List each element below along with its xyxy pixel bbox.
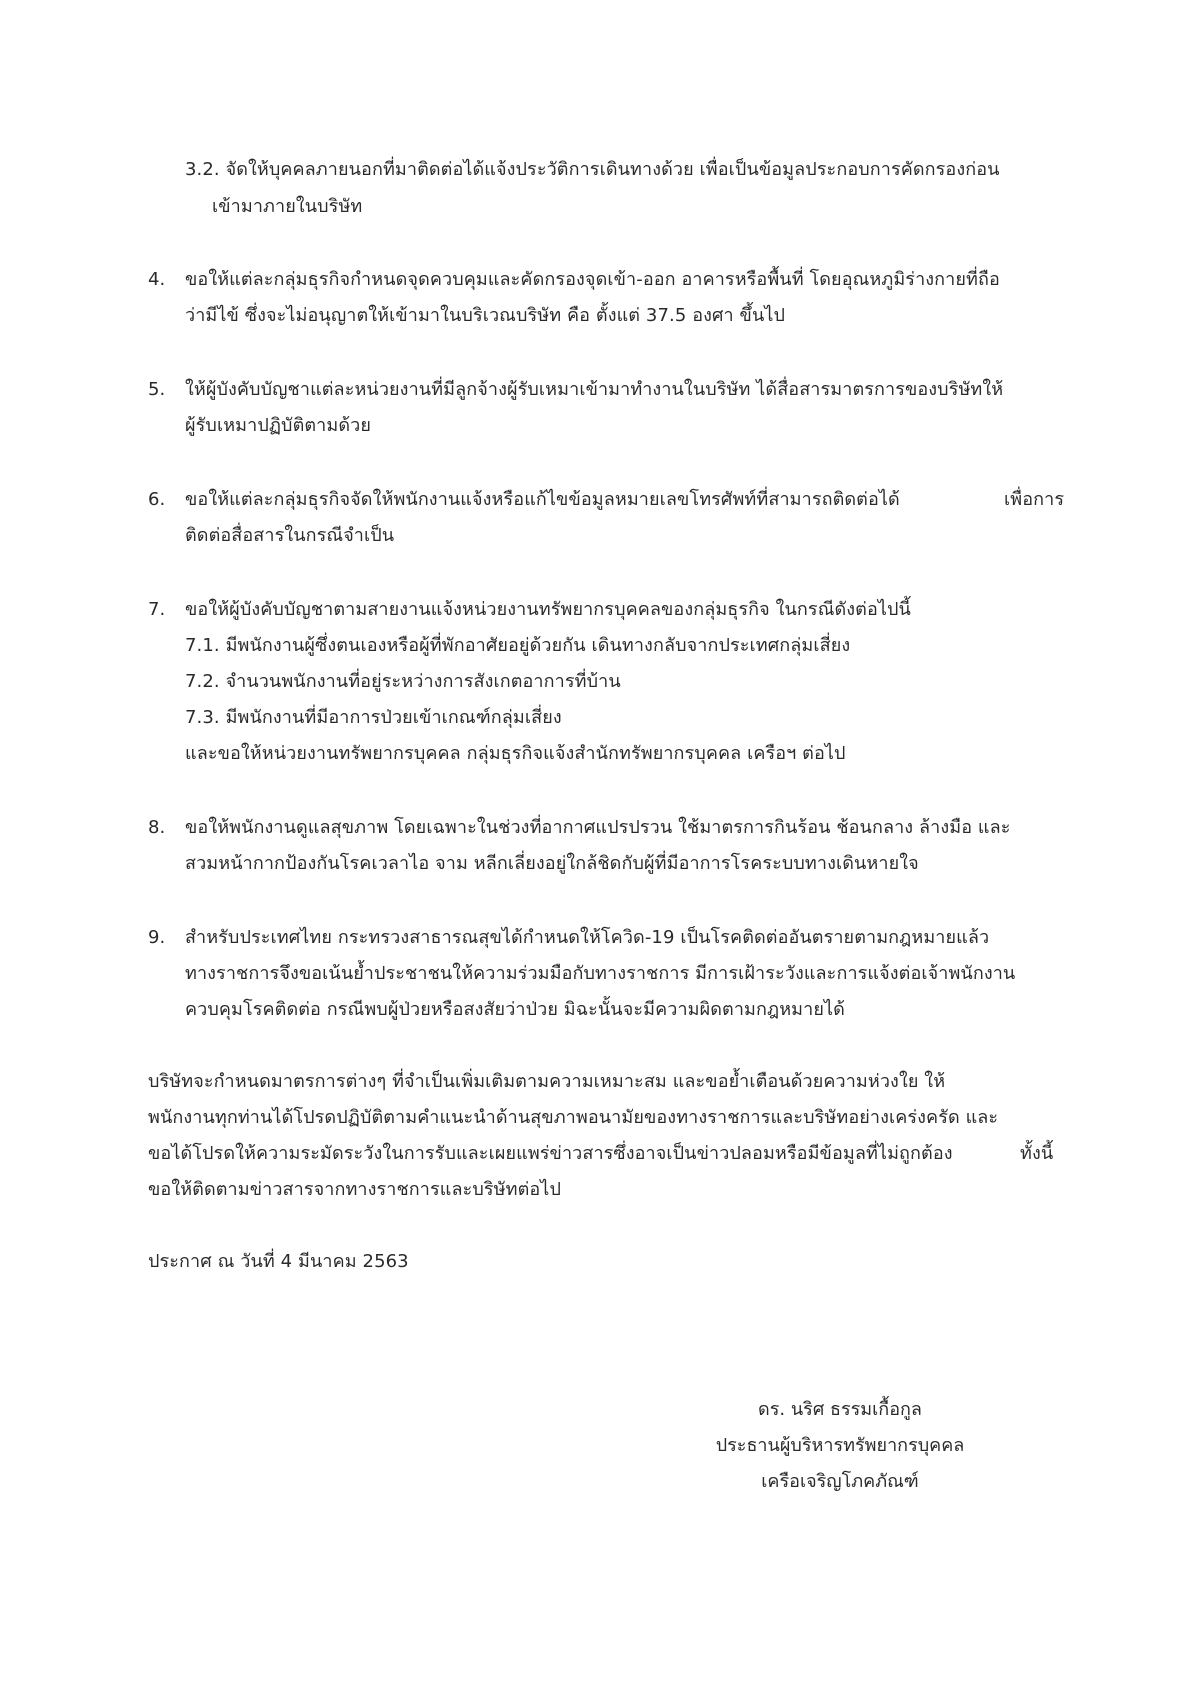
item-3-2-line1 bbox=[185, 158, 1000, 182]
item-7-3: 7.3. มีพนักงานที่มีอาการป่วยเข้าเกณฑ์กลุ่มเสี่ยง bbox=[185, 707, 562, 728]
item-8-number: 8. bbox=[148, 817, 166, 838]
item-4-number: 4. bbox=[148, 269, 166, 290]
item-7-closing: และขอให้หน่วยงานทรัพยากรบุคคล กลุ่มธุรกิจแจ้งสำนักทรัพยากรบุคคล เครือฯ ต่อไป bbox=[185, 743, 846, 764]
item-3-2-number: 3.2. bbox=[185, 159, 220, 180]
closing-line2: พนักงานทุกท่านได้โปรดปฏิบัติตามคำแนะนำด้านสุขภาพอนามัยของทางราชการและบริษัทอย่างเคร่งครัด และ bbox=[148, 1107, 999, 1128]
item-9-line2: ทางราชการจึงขอเน้นย้ำประชาชนให้ความร่วมมือกับทางราชการ มีการเฝ้าระวังและการแจ้งต่อเจ้าพนักงาน bbox=[185, 963, 1016, 984]
item-9-line3: ควบคุมโรคติดต่อ กรณีพบผู้ป่วยหรือสงสัยว่าป่วย มิฉะนั้นจะมีความผิดตามกฎหมายได้ bbox=[185, 999, 845, 1020]
item-3-2-text: จัดให้บุคคลภายนอกที่มาติดต่อได้แจ้งประวัติการเดินทางด้วย เพื่อเป็นข้อมูลประกอบการคัดกรองก่อน bbox=[225, 159, 1000, 180]
signature-name: ดร. นริศ ธรรมเกื้อกูล bbox=[758, 1399, 922, 1420]
item-7-line1: ขอให้ผู้บังคับบัญชาตามสายงานแจ้งหน่วยงานทรัพยากรบุคคลของกลุ่มธุรกิจ ในกรณีดังต่อไปนี้ bbox=[185, 599, 911, 620]
closing-line4: ขอให้ติดตามข่าวสารจากทางราชการและบริษัทต่อไป bbox=[148, 1179, 561, 1200]
item-7-number: 7. bbox=[148, 599, 166, 620]
closing-line3b: ทั้งนี้ bbox=[1020, 1143, 1054, 1164]
item-5-number: 5. bbox=[148, 379, 166, 400]
signature-position: ประธานผู้บริหารทรัพยากรบุคคล bbox=[715, 1435, 965, 1456]
signature-organization: เครือเจริญโภคภัณฑ์ bbox=[761, 1471, 919, 1492]
item-6-line1b: เพื่อการ bbox=[1004, 489, 1065, 510]
item-6-line2: ติดต่อสื่อสารในกรณีจำเป็น bbox=[185, 525, 395, 546]
item-9-number: 9. bbox=[148, 927, 166, 948]
item-3-2-line2: เข้ามาภายในบริษัท bbox=[212, 196, 363, 217]
item-5-line2: ผู้รับเหมาปฏิบัติตามด้วย bbox=[185, 415, 371, 436]
item-4-line2: ว่ามีไข้ ซึ่งจะไม่อนุญาตให้เข้ามาในบริเวณบริษัท คือ ตั้งแต่ 37.5 องศา ขึ้นไป bbox=[185, 305, 786, 326]
item-5-line1: ให้ผู้บังคับบัญชาแต่ละหน่วยงานที่มีลูกจ้างผู้รับเหมาเข้ามาทำงานในบริษัท ได้สื่อสารมาตรการของบริษัทให้ bbox=[185, 379, 1004, 400]
item-4-line1: ขอให้แต่ละกลุ่มธุรกิจกำหนดจุดควบคุมและคัดกรองจุดเข้า-ออก อาคารหรือพื้นที่ โดยอุณหภูมิร่างกายที่ถือ bbox=[185, 269, 1000, 290]
item-7-1: 7.1. มีพนักงานผู้ซึ่งตนเองหรือผู้ที่พักอาศัยอยู่ด้วยกัน เดินทางกลับจากประเทศกลุ่มเสี่ยง bbox=[185, 635, 851, 656]
item-8-line1: ขอให้พนักงานดูแลสุขภาพ โดยเฉพาะในช่วงที่อากาศแปรปรวน ใช้มาตรการกินร้อน ช้อนกลาง ล้างมือ และ bbox=[185, 817, 1011, 838]
item-7-2: 7.2. จำนวนพนักงานที่อยู่ระหว่างการสังเกตอาการที่บ้าน bbox=[185, 671, 621, 692]
item-6-line1a: ขอให้แต่ละกลุ่มธุรกิจจัดให้พนักงานแจ้งหรือแก้ไขข้อมูลหมายเลขโทรศัพท์ที่สามารถติดต่อได้ bbox=[185, 489, 900, 510]
closing-line3a: ขอได้โปรดให้ความระมัดระวังในการรับและเผยแพร่ข่าวสารซึ่งอาจเป็นข่าวปลอมหรือมีข้อมูลที่ไม่ถูกต้อง bbox=[148, 1143, 953, 1164]
item-6-number: 6. bbox=[148, 489, 166, 510]
closing-line1: บริษัทจะกำหนดมาตรการต่างๆ ที่จำเป็นเพิ่มเติมตามความเหมาะสม และขอย้ำเตือนด้วยความห่วงใย ให้ bbox=[148, 1071, 946, 1092]
announcement-date: ประกาศ ณ วันที่ 4 มีนาคม 2563 bbox=[148, 1251, 409, 1272]
item-8-line2: สวมหน้ากากป้องกันโรคเวลาไอ จาม หลีกเลี่ยงอยู่ใกล้ชิดกับผู้ที่มีอาการโรคระบบทางเดินหายใจ bbox=[185, 853, 919, 874]
item-9-line1: สำหรับประเทศไทย กระทรวงสาธารณสุขได้กำหนดให้โควิด-19 เป็นโรคติดต่ออันตรายตามกฎหมายแล้ว bbox=[185, 927, 990, 948]
